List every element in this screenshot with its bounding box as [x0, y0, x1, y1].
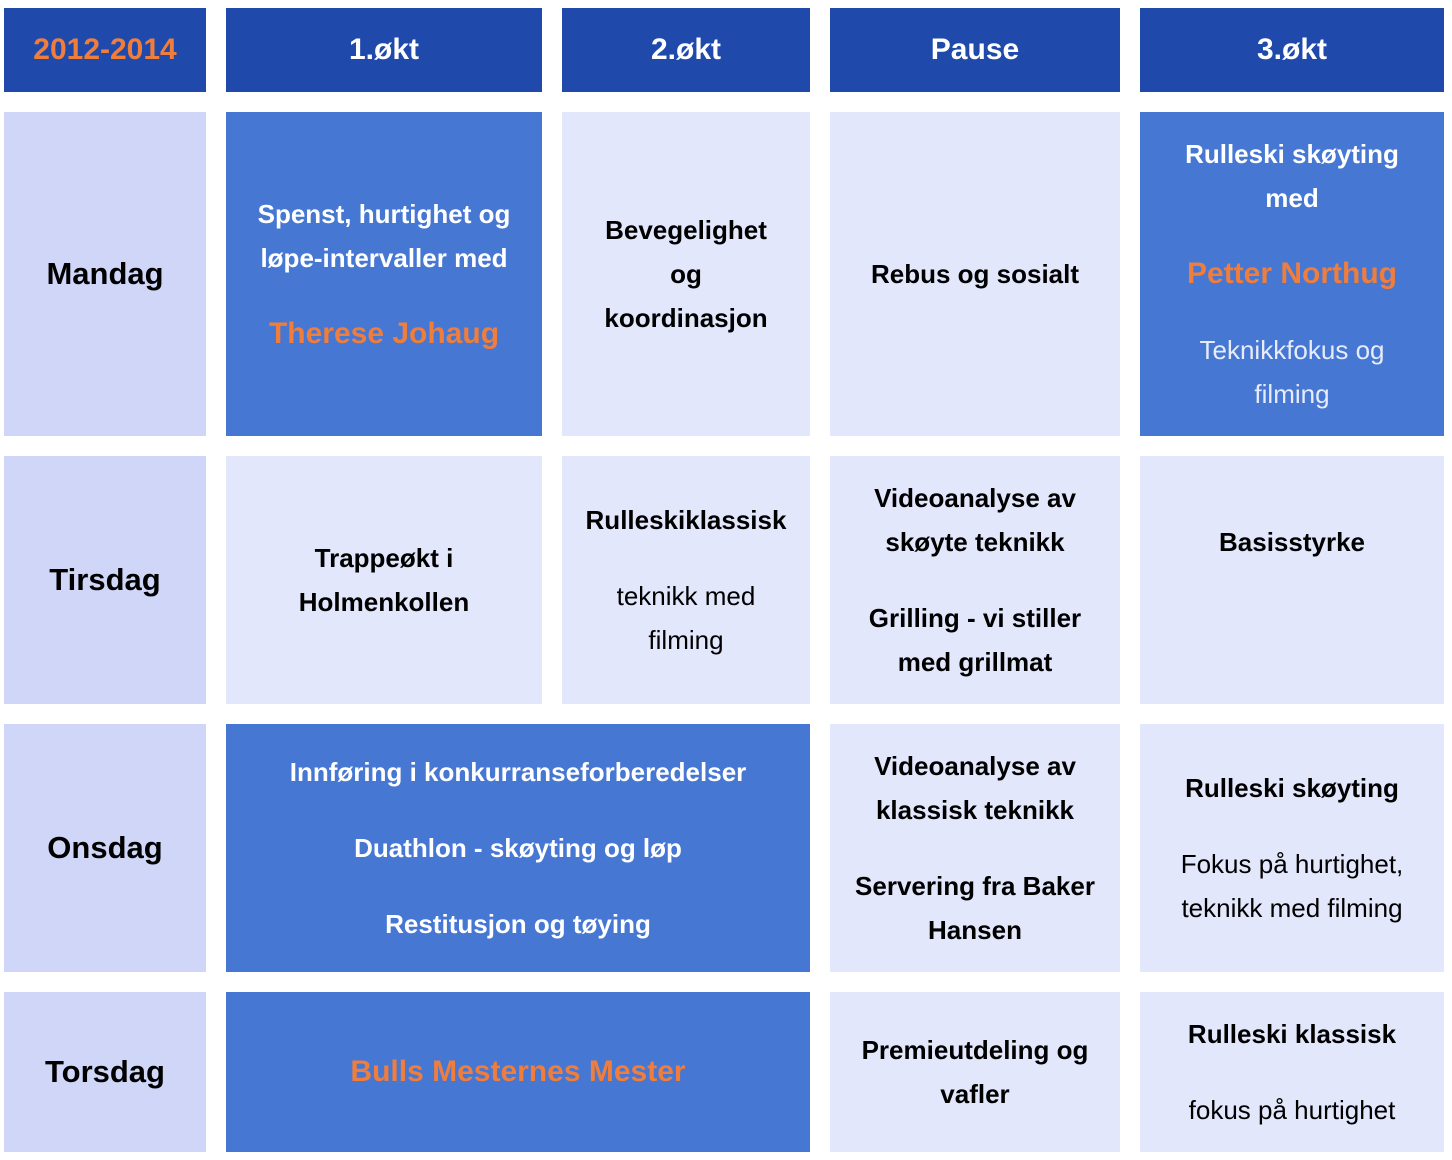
- activity-text: skøyte teknikk: [885, 527, 1065, 557]
- activity-text: Bevegelighet: [605, 215, 767, 245]
- pause-label: Pause: [930, 33, 1020, 66]
- header-okt2: [562, 8, 810, 92]
- activity-note: Teknikkfokus og: [1199, 335, 1385, 365]
- activity-text: Rulleski klassisk: [1187, 1019, 1397, 1049]
- activity-text: Duathlon - skøyting og løp: [354, 833, 682, 863]
- event-name: Bulls Mesternes Mester: [350, 1055, 686, 1088]
- activity-text: Servering fra Baker: [855, 871, 1095, 901]
- coach-name: Petter Northug: [1187, 257, 1397, 290]
- activity-text: Spenst, hurtighet og: [257, 199, 511, 229]
- tirsdag-pause: [830, 456, 1120, 704]
- day-label: Torsdag: [45, 1054, 165, 1089]
- activity-text: Holmenkollen: [298, 587, 470, 617]
- activity-text: Rebus og sosialt: [870, 259, 1080, 289]
- day-label: Tirsdag: [49, 562, 161, 597]
- tirsdag-okt1: [226, 456, 542, 704]
- activity-note: fokus på hurtighet: [1188, 1095, 1396, 1125]
- day-label: Onsdag: [47, 830, 163, 865]
- onsdag-okt1-okt2: [226, 724, 810, 972]
- activity-text: klassisk teknikk: [875, 795, 1075, 825]
- day-label: Mandag: [46, 256, 164, 291]
- activity-text: koordinasjon: [604, 303, 768, 333]
- activity-text: Rulleski skøyting: [1185, 773, 1399, 803]
- activity-text: Restitusjon og tøying: [385, 909, 651, 939]
- header-okt3: [1140, 8, 1444, 92]
- torsdag-okt1-okt2: [226, 992, 810, 1152]
- activity-text: Videoanalyse av: [874, 751, 1076, 781]
- activity-text: Rulleskiklassisk: [585, 505, 787, 535]
- tirsdag-okt2: [562, 456, 810, 704]
- activity-text: vafler: [940, 1079, 1010, 1109]
- activity-text: Trappeøkt i: [314, 543, 454, 573]
- activity-text: Rulleski skøyting: [1185, 139, 1399, 169]
- activity-text: Hansen: [928, 915, 1022, 945]
- mandag-okt3: [1140, 112, 1444, 436]
- activity-text: med grillmat: [897, 647, 1053, 677]
- day-onsdag: [4, 724, 206, 972]
- period-label: 2012-2014: [33, 33, 177, 66]
- okt3-label: 3.økt: [1256, 33, 1328, 66]
- coach-name: Therese Johaug: [268, 317, 500, 350]
- torsdag-pause: [830, 992, 1120, 1152]
- header-okt1: [226, 8, 542, 92]
- mandag-okt2: [562, 112, 810, 436]
- onsdag-okt3: [1140, 724, 1444, 972]
- activity-note: filming: [1254, 379, 1330, 409]
- activity-text: Innføring i konkurranseforberedelser: [289, 757, 747, 787]
- tirsdag-okt3: [1140, 456, 1444, 704]
- activity-text: med: [1265, 183, 1319, 213]
- activity-text: og: [670, 259, 702, 289]
- day-mandag: [4, 112, 206, 436]
- activity-text: Premieutdeling og: [861, 1035, 1089, 1065]
- activity-text: Videoanalyse av: [874, 483, 1076, 513]
- activity-text: løpe-intervaller med: [260, 243, 508, 273]
- activity-note: Fokus på hurtighet,: [1180, 849, 1404, 879]
- onsdag-pause: [830, 724, 1120, 972]
- activity-note: teknikk med filming: [1181, 893, 1403, 923]
- activity-text: Basisstyrke: [1219, 527, 1365, 557]
- okt1-label: 1.økt: [348, 33, 420, 66]
- header-period: [4, 8, 206, 92]
- activity-note: filming: [648, 625, 724, 655]
- mandag-okt1: [226, 112, 542, 436]
- day-tirsdag: [4, 456, 206, 704]
- activity-note: teknikk med: [616, 581, 756, 611]
- okt2-label: 2.økt: [650, 33, 722, 66]
- header-pause: [830, 8, 1120, 92]
- mandag-pause: [830, 112, 1120, 436]
- activity-text: Grilling - vi stiller: [868, 603, 1082, 633]
- torsdag-okt3: [1140, 992, 1444, 1152]
- day-torsdag: [4, 992, 206, 1152]
